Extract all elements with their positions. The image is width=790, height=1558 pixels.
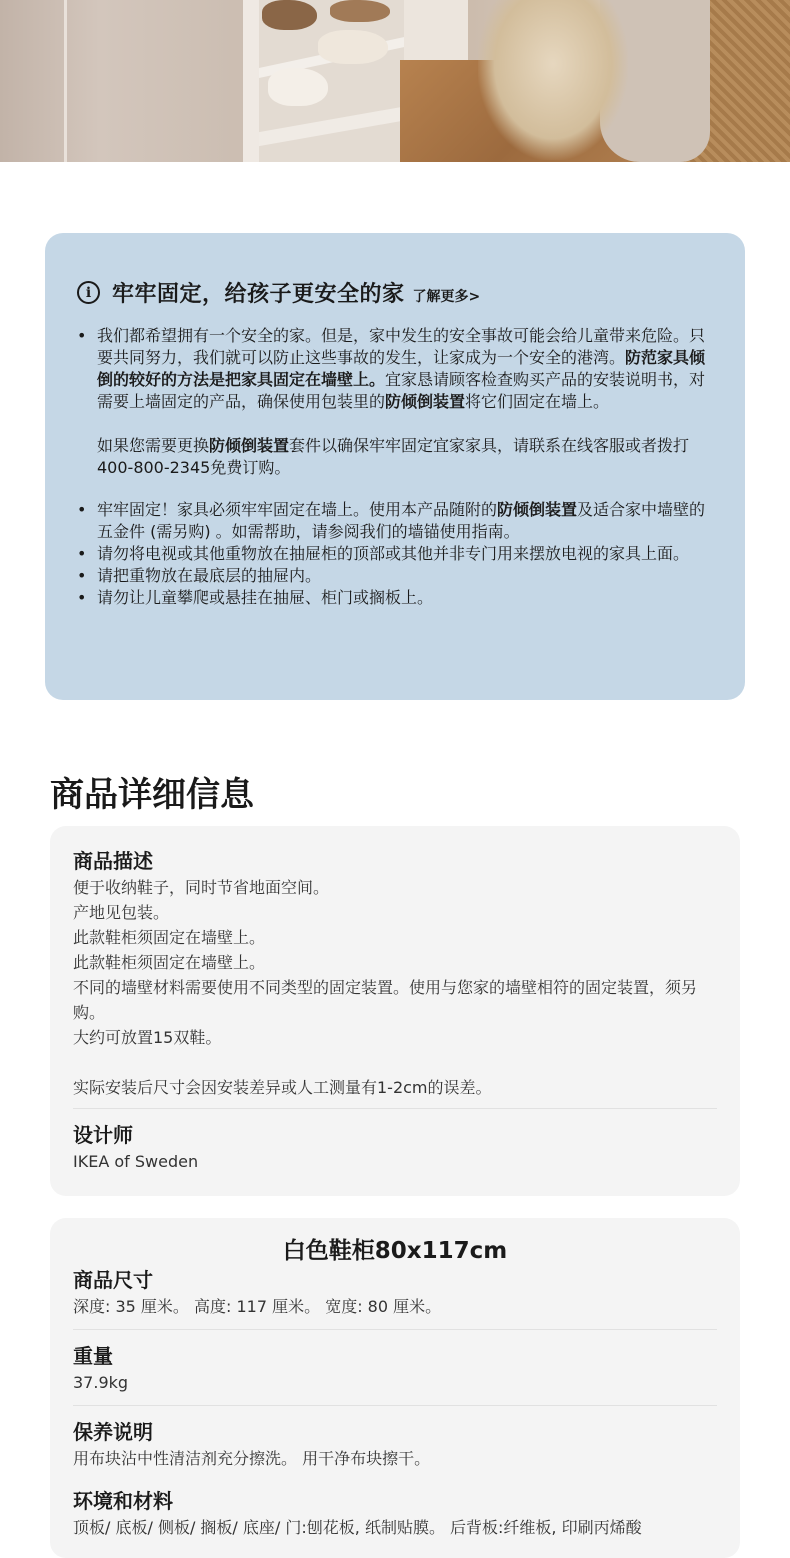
section-title: 商品详细信息 [50,775,254,815]
description-line: 此款鞋柜须固定在墙壁上。 [73,928,266,947]
designer-heading: 设计师 [73,1123,133,1147]
description-line: 此款鞋柜须固定在墙壁上。 [73,953,266,972]
care-value: 用布块沾中性清洁剂充分擦洗。 用干净布块擦干。 [73,1449,431,1468]
description-heading: 商品描述 [73,849,153,873]
weight-heading: 重量 [73,1344,113,1368]
safety-info-box [45,233,745,700]
description-line: 便于收纳鞋子，同时节省地面空间。 [73,878,330,897]
safety-header [77,277,480,308]
safety-bullet: • 请勿让儿童攀爬或悬挂在抽屉、柜门或搁板上。 [97,587,715,609]
safety-bullet: • 请把重物放在最底层的抽屉内。 [97,565,715,587]
designer-value: IKEA of Sweden [73,1152,199,1171]
description-line: 大约可放置15双鞋。 [73,1028,222,1047]
safety-bullet: • 请勿将电视或其他重物放在抽屉柜的顶部或其他并非专门用来摆放电视的家具上面。 [97,543,715,565]
safety-bullet: • 牢牢固定！家具必须牢牢固定在墙上。使用本产品随附的防倾倒装置及适合家中墙壁的五金件 (需另购) 。如需帮助，请参阅我们的墙锚使用指南。 [97,499,715,543]
product-photo [0,0,790,162]
replacement-note: 如果您需要更换防倾倒装置套件以确保牢牢固定宜家家具，请联系在线客服或者拨打400-800-2345免费订购。 [97,436,690,477]
material-heading: 环境和材料 [73,1489,173,1513]
care-heading: 保养说明 [73,1420,153,1444]
product-title: 白色鞋柜80x117cm [282,1238,508,1264]
info-circle-icon: i [77,281,100,304]
learn-more-link[interactable]: 了解更多> [412,288,481,305]
safety-title: 牢牢固定，给孩子更安全的家 [112,282,405,307]
measurement-note: 实际安装后尺寸会因安装差异或人工测量有1-2cm的误差。 [73,1078,492,1097]
description-line: 不同的墙壁材料需要使用不同类型的固定装置。使用与您家的墙壁相符的固定装置，须另购。 [73,978,698,1022]
specs-card [50,1218,740,1558]
size-heading: 商品尺寸 [73,1268,153,1292]
safety-body [75,325,715,609]
size-value: 深度: 35 厘米。 高度: 117 厘米。 宽度: 80 厘米。 [73,1297,442,1316]
description-card [50,826,740,1196]
safety-bullet: • 我们都希望拥有一个安全的家。但是，家中发生的安全事故可能会给儿童带来危险。只要共同努力，我们就可以防止这些事故的发生，让家成为一个安全的港湾。防范家具倾倒的较好的方法是把家具固定在墙壁上。宜家恳请顾客检查购买产品的安装说明书，对需要上墙固定的产品，确保使用包装里的防倾倒装置将它们固定在墙上。 [97,325,715,413]
weight-value: 37.9kg [73,1373,129,1392]
material-value: 顶板/ 底板/ 侧板/ 搁板/ 底座/ 门:刨花板, 纸制贴膜。 后背板:纤维板, 印刷丙烯酸 [73,1518,642,1537]
description-line: 产地见包装。 [73,903,170,922]
